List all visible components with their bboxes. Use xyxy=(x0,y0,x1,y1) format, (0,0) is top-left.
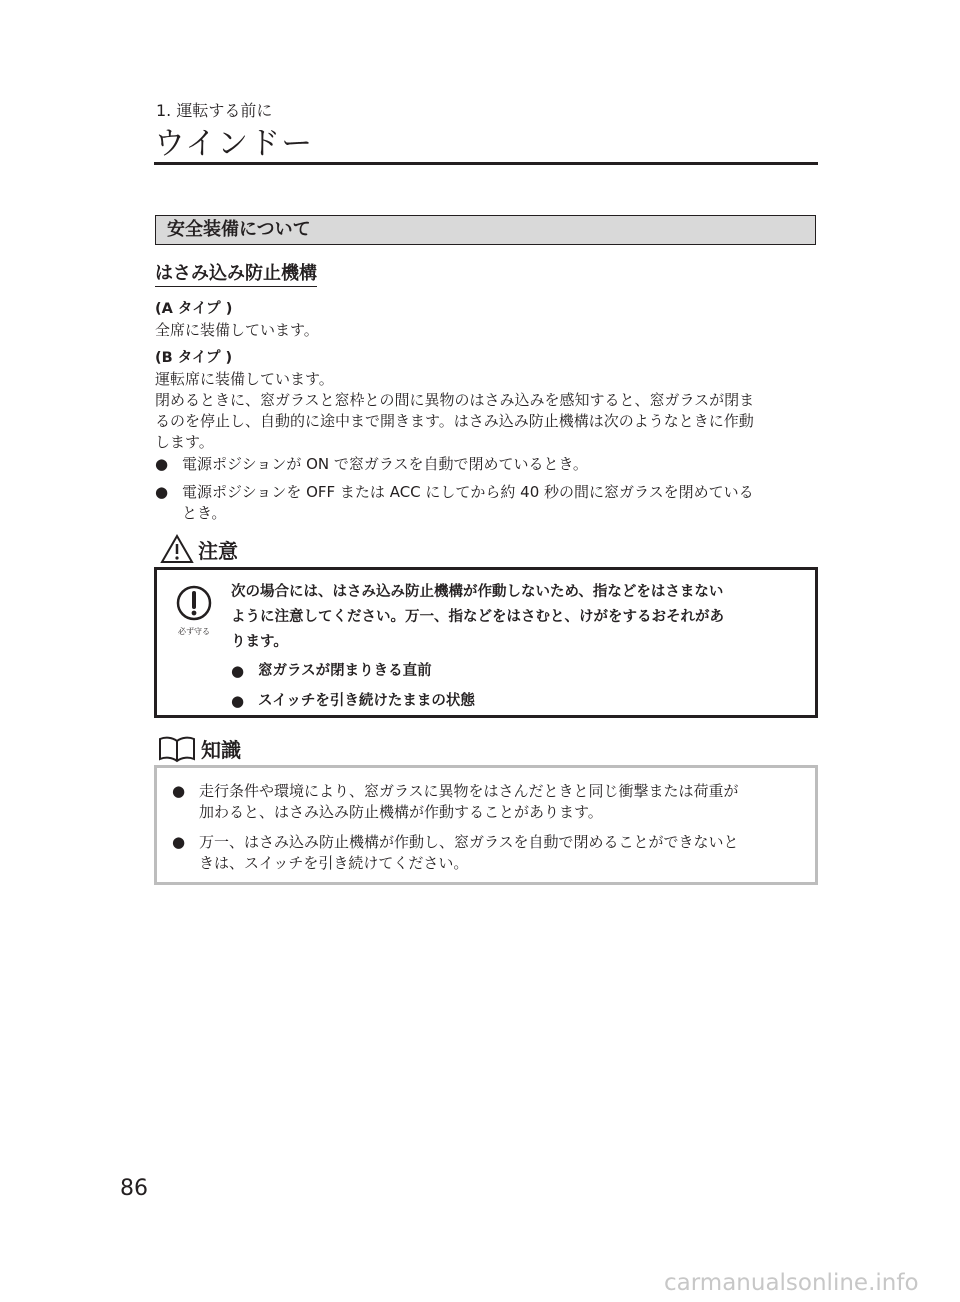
type-b-label: (B タイプ ) xyxy=(155,350,233,366)
list-item-text: スイッチを引き続けたままの状態 xyxy=(258,693,475,709)
list-item-text: 窓ガラスが閉まりきる直前 xyxy=(258,663,432,679)
caution-line: ります。 xyxy=(231,634,288,650)
open-book-icon xyxy=(157,735,197,763)
bullet-icon: ● xyxy=(155,455,169,473)
caution-heading xyxy=(160,534,238,564)
info-heading-label: 知識 xyxy=(201,738,241,762)
body-paragraph-line: します。 xyxy=(155,433,214,451)
warning-triangle-icon xyxy=(160,534,194,564)
list-item xyxy=(231,689,806,714)
info-heading xyxy=(157,734,241,763)
list-item-text xyxy=(182,482,754,524)
mandatory-exclamation-icon xyxy=(176,585,212,621)
list-item xyxy=(231,659,806,684)
info-list xyxy=(172,781,812,874)
type-b-block xyxy=(155,348,754,453)
list-item xyxy=(172,781,812,823)
list-item-line: 加わると、はさみ込み防止機構が作動することがあります。 xyxy=(199,803,603,821)
caution-line: ように注意してください。万一、指などをはさむと、けがをするおそれがあ xyxy=(231,609,724,625)
list-item xyxy=(172,832,812,874)
list-item xyxy=(155,482,820,524)
body-paragraph-line: るのを停止し、自動的に途中まで開きます。はさみ込み防止機構は次のようなときに作動 xyxy=(155,412,754,430)
list-item-line: きは、スイッチを引き続けてください。 xyxy=(199,854,469,872)
list-item-text xyxy=(199,832,739,874)
bullet-icon: ● xyxy=(231,662,245,680)
section-heading: 安全装備について xyxy=(155,215,816,245)
body-paragraph-line: 閉めるときに、窓ガラスと窓枠との間に異物のはさみ込みを感知すると、窓ガラスが閉ま xyxy=(155,391,755,409)
page-number: 86 xyxy=(120,1176,148,1201)
bullet-icon: ● xyxy=(231,692,245,710)
list-item-line: 走行条件や環境により、窓ガラスに異物をはさんだときと同じ衝撃または荷重が xyxy=(199,782,739,800)
mandatory-caption: 必ず守る xyxy=(178,627,210,636)
list-item-text: 電源ポジションが ON で窓ガラスを自動で閉めているとき。 xyxy=(182,455,588,473)
type-a-block xyxy=(155,299,319,341)
list-item-line: 万一、はさみ込み防止機構が作動し、窓ガラスを自動で閉めることができないと xyxy=(199,833,739,851)
caution-text xyxy=(231,580,806,714)
caution-line: 次の場合には、はさみ込み防止機構が作動しないため、指などをはさまない xyxy=(231,584,724,600)
page-title: ウインドー xyxy=(154,126,314,162)
bullet-icon: ● xyxy=(155,483,169,501)
list-item xyxy=(155,454,820,475)
bullet-icon: ● xyxy=(172,833,186,851)
site-watermark: carmanualsonline.info xyxy=(664,1270,919,1296)
caution-heading-label: 注意 xyxy=(198,538,238,563)
type-b-text: 運転席に装備しています。 xyxy=(155,370,334,388)
list-item-text xyxy=(199,781,739,823)
type-a-text: 全席に装備しています。 xyxy=(155,321,319,339)
subsection-heading: はさみ込み防止機構 xyxy=(155,263,317,287)
title-divider xyxy=(154,162,818,165)
chapter-label: 1. 運転する前に xyxy=(156,101,273,120)
type-a-label: (A タイプ ) xyxy=(155,301,233,317)
list-item-line: とき。 xyxy=(182,504,227,522)
condition-list xyxy=(155,454,820,524)
bullet-icon: ● xyxy=(172,782,186,800)
list-item-line: 電源ポジションを OFF または ACC にしてから約 40 秒の間に窓ガラスを閉めている xyxy=(182,483,754,501)
mandatory-block xyxy=(172,585,216,637)
